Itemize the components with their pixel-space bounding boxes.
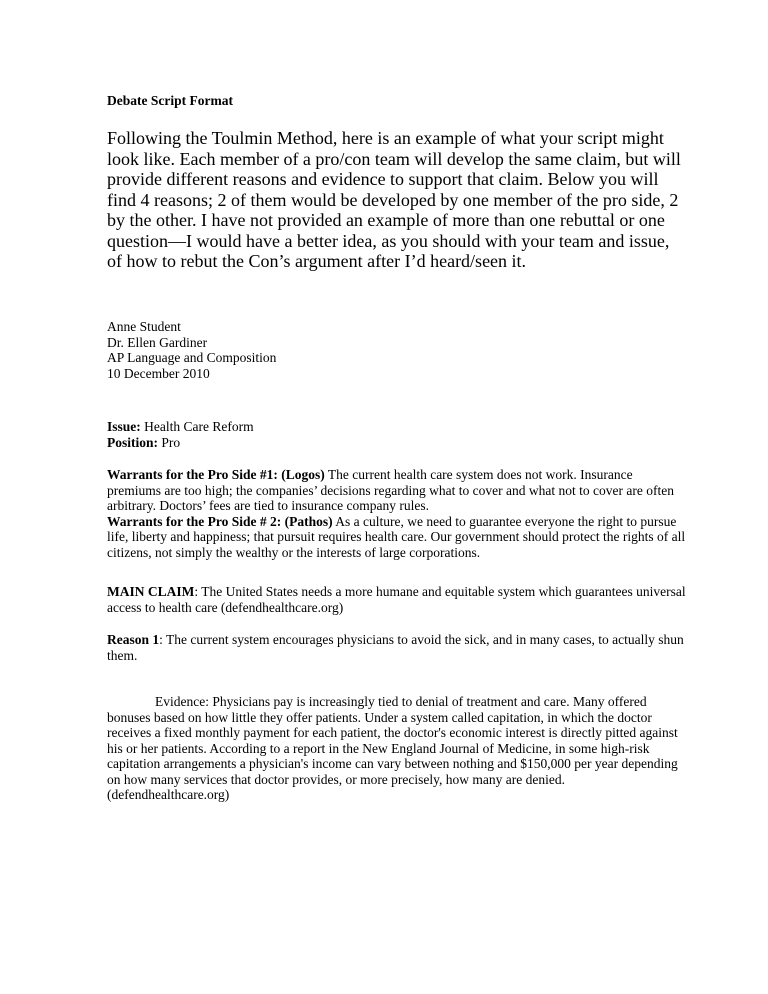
heading-date: 10 December 2010 <box>107 365 210 381</box>
student-name: Anne Student <box>107 319 181 334</box>
warrant-1-label: Warrants for the Pro Side #1: (Logos) <box>107 467 325 482</box>
issue-value: Health Care Reform <box>144 419 254 434</box>
issue-line <box>107 419 254 435</box>
warrant-2-label: Warrants for the Pro Side # 2: (Pathos) <box>107 513 333 529</box>
document-title: Debate Script Format <box>107 93 233 108</box>
evidence-text: Evidence: Physicians pay is increasingly tied to denial of treatment and care. Many offered bonuses based on how little they offer patients. Under a system called capitation, in which the doctor receives a fixed monthly payment for each patient, the doctor's economic interest is directly pitted against his or her patients. According to a report in the New England Journal of Medicine, in some high-risk capitation arrangements a physician's income can vary between nothing and $150,000 per year depending on how many services that doctor provides, or more precisely, how many are denied. (defendhealthcare.org) <box>107 694 678 802</box>
reason-1 <box>107 632 687 663</box>
evidence-paragraph <box>107 694 687 803</box>
reason-1-text: : The current system encourages physicians to avoid the sick, and in many cases, to actually shun them. <box>107 632 684 663</box>
position-label: Position: <box>107 434 159 450</box>
main-claim-text: : The United States needs a more humane and equitable system which guarantees universal access to health care (defendhealthcare.org) <box>107 584 686 615</box>
course-name: AP Language and Composition <box>107 350 277 365</box>
position-line <box>107 435 254 451</box>
issue-position-block <box>107 419 254 450</box>
intro-paragraph: Following the Toulmin Method, here is an example of what your script might look like. Each member of a pro/con team will develop the same claim, but will provide different reasons and evidence to support that claim. Below you will find 4 reasons; 2 of them would be developed by one member of the pro side, 2 by the other. I have not provided an example of more than one rebuttal or one question—I would have a better idea, as you should with your team and issue, of how to rebut the Con’s argument after I’d heard/seen it. <box>107 128 681 271</box>
main-claim-label: MAIN CLAIM <box>107 584 195 599</box>
position-value: Pro <box>161 434 181 450</box>
warrant-2-text: As a culture, we need to guarantee everyone the right to pursue life, liberty and happiness; that pursuit requires health care. Our government should protect the rights of all citizens, not simply the wealthy or the interests of large corporations. <box>107 513 686 560</box>
warrant-1-text: The current health care system does not work. Insurance premiums are too high; the companies’ decisions regarding what to cover and what not to cover are often arbitrary. Doctors’ fees are tied to insurance company rules. <box>107 467 674 513</box>
reason-1-label: Reason 1 <box>107 632 160 647</box>
teacher-name: Dr. Ellen Gardiner <box>107 334 208 350</box>
issue-label: Issue: <box>107 419 141 434</box>
mla-heading <box>107 319 276 381</box>
warrants-block <box>107 467 687 560</box>
main-claim <box>107 584 687 615</box>
warrant-2 <box>107 514 687 561</box>
warrant-1 <box>107 467 687 514</box>
